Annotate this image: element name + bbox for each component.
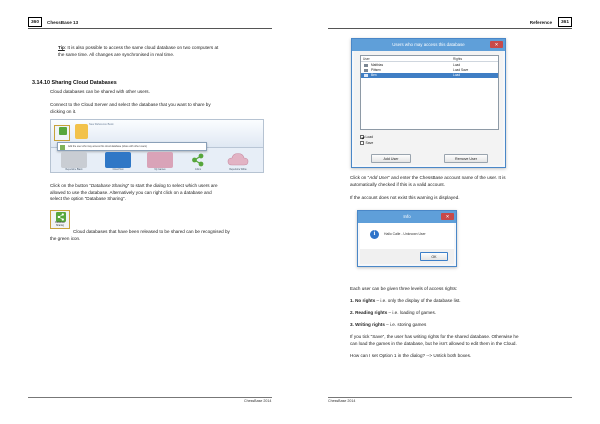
sharing-tooltip: Add the user who may access this cloud database (share with other users) (57, 142, 207, 151)
tip-line-2: the same time. All changes are synchronised in real time. (58, 52, 175, 57)
item-text: – i.e. storing games (384, 322, 427, 327)
item-text: – i.e. only the display of the database list. (375, 298, 461, 303)
ok-button[interactable]: OK (420, 252, 448, 261)
paragraph-option-one: How can I set Option 1 in the dialog? --> Untick both boxes. (350, 353, 472, 358)
paragraph-sharing-1 (50, 183, 218, 189)
tip-line-1 (58, 45, 218, 51)
text-run: Click on the button “ (50, 183, 91, 188)
tile-label: Cloud Test (112, 169, 124, 171)
ribbon-tab-label[interactable]: New Reference Book (89, 123, 114, 126)
column-user[interactable]: User (363, 57, 370, 61)
header-rule (328, 28, 572, 29)
user-icon (364, 64, 368, 67)
share-icon-label-line: Database (55, 222, 65, 225)
dialog-title: Info (358, 211, 456, 223)
info-message: Hallo Calle - Unknown User (384, 232, 426, 236)
user-icon (364, 74, 368, 77)
users-list[interactable] (360, 55, 499, 130)
user-row-selected[interactable] (361, 73, 498, 78)
checkbox-label: Save (365, 140, 374, 145)
add-user-term: Add User (369, 175, 389, 180)
footer-rule (28, 397, 272, 398)
right-page (300, 0, 600, 424)
paragraph-warning: If the account does not exist this warning is displayed. (350, 195, 460, 200)
share-green-icon[interactable] (191, 153, 205, 167)
user-name: Pittsen (371, 68, 381, 72)
footer-rule (328, 397, 572, 398)
user-rights: Load (453, 63, 461, 67)
paragraph-intro: Cloud databases can be shared with other users. (50, 89, 150, 94)
user-icon (364, 69, 368, 72)
paragraph-add-user-2: automatically checked if this is a valid account. (350, 181, 445, 187)
dialog-body (360, 223, 454, 264)
cloud-ribbon-figure (50, 119, 264, 173)
tile-my-games[interactable] (147, 152, 173, 168)
section-heading: 3.14.10 Sharing Cloud Databases (32, 80, 117, 86)
remove-user-button[interactable]: Remove User (444, 154, 488, 163)
save-checkbox[interactable] (360, 141, 373, 146)
tile-label: Repertoire White (229, 169, 247, 171)
paragraph-save-2: can load the games in the database, but he isn’t allowed to edit them in the Cloud. (350, 340, 517, 346)
footer-text: ChessBase 2014 (244, 399, 272, 403)
list-header (361, 56, 498, 62)
user-name: Matthias (371, 63, 384, 67)
share-icon (56, 212, 66, 222)
cloud-icon[interactable] (227, 152, 249, 167)
share-icon-label (51, 222, 69, 227)
database-sharing-term: Database Sharing (90, 183, 128, 188)
paragraph-sharing-3: select the option “Database Sharing”. (50, 196, 126, 201)
database-sharing-icon[interactable] (54, 125, 70, 141)
list-item-no-rights (350, 298, 461, 304)
checkbox-box[interactable] (360, 141, 364, 145)
item-text: – i.e. loading of games. (387, 310, 437, 315)
paragraph-recognise-2: the green icon. (50, 235, 81, 241)
paragraph-access-levels: Each user can be given three levels of access rights: (350, 286, 458, 291)
text-run: Click on “ (350, 175, 370, 180)
column-rights[interactable]: Rights (453, 57, 463, 61)
info-icon: i (370, 230, 379, 239)
tile-repertoire-black[interactable] (61, 152, 87, 168)
dialog-footer (360, 249, 454, 264)
add-user-button[interactable]: Add User (371, 154, 411, 163)
checkbox-box[interactable] (360, 135, 364, 139)
text-run: ” to start the dialog to select which users are (127, 183, 218, 188)
share-icon-label-line: Sharing (56, 224, 64, 227)
user-rights: Load Save (453, 68, 469, 72)
tile-label: Johns (194, 169, 202, 171)
tip-label: Tip (58, 45, 65, 50)
checkbox-label: Load (365, 135, 374, 139)
users-access-dialog (351, 38, 506, 168)
paragraph-sharing-2: allowed to use the database. Alternatively you can right click on a database and (50, 189, 212, 195)
item-title: 3. Writing rights (350, 322, 385, 327)
dialog-body (354, 51, 503, 165)
paragraph-add-user-1 (350, 175, 506, 181)
list-item-writing-rights (350, 322, 426, 328)
info-dialog (357, 210, 457, 267)
list-item-reading-rights (350, 310, 436, 316)
text-run: ” and enter the ChessBase account name of the user. It is (388, 175, 506, 180)
paragraph-recognise-1: Cloud databases that have been released to be shared can be recognised by (73, 229, 230, 234)
tile-cloud-test[interactable] (105, 152, 131, 168)
paragraph-connect-1: Connect to the Cloud Server and select the database that you want to share by (50, 102, 211, 107)
new-reference-icon[interactable] (75, 124, 88, 139)
tile-label: Repertoire Black (65, 169, 83, 171)
paragraph-save-1: If you tick “Save”, the user has writing rights for the shared database. Otherwise he (350, 334, 519, 339)
header-title: Reference (529, 19, 552, 25)
user-rights: Load (453, 73, 461, 77)
item-title: 1. No rights (350, 298, 376, 303)
page-number: 360 (28, 17, 42, 27)
item-title: 2. Reading rights (350, 310, 388, 315)
load-checkbox[interactable] (360, 135, 373, 140)
page-number: 361 (558, 17, 572, 27)
database-sharing-button-icon[interactable] (50, 210, 70, 229)
header-title: ChessBase 13 (47, 19, 79, 25)
user-name: Ben (371, 73, 377, 77)
close-button[interactable]: ✕ (441, 213, 454, 220)
footer-text: ChessBase 2014 (328, 399, 356, 403)
header-rule (28, 28, 272, 29)
close-button[interactable]: ✕ (490, 41, 503, 48)
paragraph-connect-2: clicking on it. (50, 108, 77, 114)
dialog-title: Users who may access this database (352, 39, 505, 51)
tile-label: My Games (154, 169, 166, 171)
tip-text: : It is also possible to access the same cloud database on two computers at (64, 45, 219, 50)
